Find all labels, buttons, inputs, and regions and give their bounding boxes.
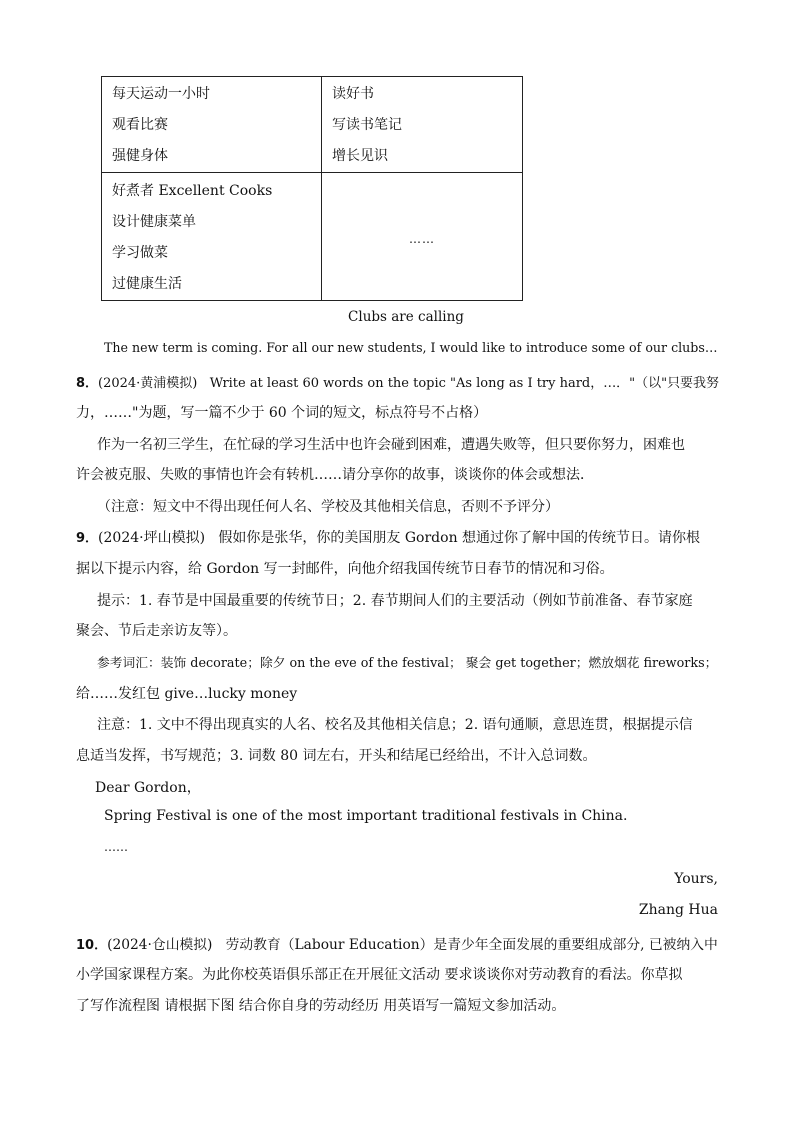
letter-greeting: Dear Gordon， bbox=[95, 780, 201, 796]
question-9-hint: 提示：1. 春节是中国最重要的传统节日；2. 春节期间人们的主要活动（例如节前准备、春节家庭 bbox=[97, 593, 693, 609]
question-9-line: 据以下提示内容，给 Gordon 写一封邮件，向他介绍我国传统节日春节的情况和习俗。 bbox=[76, 561, 614, 577]
question-source: (2024·黄浦模拟) bbox=[98, 376, 198, 391]
cell-text: 读好书 bbox=[332, 86, 374, 102]
question-number: 9． bbox=[76, 531, 99, 546]
question-number: 8． bbox=[76, 376, 99, 391]
question-9-line: 给……发红包 give…lucky money bbox=[76, 686, 298, 702]
cell-text: 过健康生活 bbox=[112, 276, 182, 292]
cell-text: 强健身体 bbox=[112, 148, 168, 164]
question-10-header bbox=[76, 933, 718, 953]
table-row bbox=[102, 77, 523, 173]
table-cell-sports-club bbox=[102, 77, 322, 173]
question-9-notes: 注意：1. 文中不得出现真实的人名、校名及其他相关信息；2. 语句通顺，意思连贯，根据提示信 bbox=[97, 717, 693, 733]
question-number: 10． bbox=[76, 938, 108, 953]
clubs-table bbox=[101, 76, 523, 301]
question-9-header bbox=[76, 527, 700, 547]
question-source: (2024·坪山模拟) bbox=[98, 530, 206, 546]
table-caption: Clubs are calling bbox=[348, 309, 464, 325]
question-text: 劳动教育（Labour Education）是青少年全面发展的重要组成部分, 已被纳入中 bbox=[225, 937, 718, 953]
table-row bbox=[102, 173, 523, 301]
intro-sentence: The new term is coming. For all our new students, I would like to introduce some of our clubs… bbox=[104, 340, 718, 355]
cell-text: 写读书笔记 bbox=[332, 117, 402, 133]
question-10-line: 了写作流程图 请根据下图 结合你自身的劳动经历 用英语写一篇短文参加活动。 bbox=[76, 998, 566, 1014]
letter-opening: Spring Festival is one of the most important traditional festivals in China. bbox=[104, 808, 628, 824]
table-cell-cooking-club bbox=[102, 173, 322, 301]
cell-text: 增长见识 bbox=[332, 148, 388, 164]
question-9-line: 聚会、节后走亲访友等）。 bbox=[76, 623, 237, 639]
question-8-header bbox=[76, 372, 719, 391]
question-8-line: 许会被克服、失败的事情也许会有转机……请分享你的故事，谈谈你的体会或想法． bbox=[76, 467, 594, 483]
letter-ellipsis: …… bbox=[104, 840, 128, 854]
question-8-line: 作为一名初三学生，在忙碌的学习生活中也许会碰到困难，遭遇失败等，但只要你努力，困难也 bbox=[97, 437, 685, 453]
cell-text: 每天运动一小时 bbox=[112, 86, 210, 102]
cell-text: 好煮者 Excellent Cooks bbox=[112, 183, 273, 199]
cell-text: 观看比赛 bbox=[112, 117, 168, 133]
question-8-line: 力，……"为题，写一篇不少于 60 个词的短文，标点符号不占格） bbox=[76, 405, 488, 421]
table-cell-reading-club bbox=[322, 77, 523, 173]
question-text: 假如你是张华，你的美国朋友 Gordon 想通过你了解中国的传统节日。请你根 bbox=[218, 530, 701, 546]
question-9-vocab: 参考词汇：装饰 decorate；除夕 on the eve of the festival； 聚会 get together；燃放烟花 fireworks； bbox=[97, 656, 718, 671]
table-cell-more bbox=[322, 173, 523, 301]
ellipsis-text: …… bbox=[409, 231, 435, 246]
question-8-note: （注意：短文中不得出现任何人名、学校及其他相关信息，否则不予评分） bbox=[97, 499, 559, 515]
question-text: Write at least 60 words on the topic "As long as I try hard，…．"（以"只要我努 bbox=[209, 376, 720, 391]
cell-text: 设计健康菜单 bbox=[112, 214, 196, 230]
question-9-line: 息适当发挥，书写规范；3. 词数 80 词左右，开头和结尾已经给出，不计入总词数。 bbox=[76, 748, 597, 764]
cell-text: 学习做菜 bbox=[112, 245, 168, 261]
letter-signature: Zhang Hua bbox=[638, 902, 718, 918]
letter-closing: Yours, bbox=[674, 871, 718, 887]
question-10-line: 小学国家课程方案。为此你校英语俱乐部正在开展征文活动 要求谈谈你对劳动教育的看法。你草拟 bbox=[76, 967, 683, 983]
question-source: (2024·仓山模拟) bbox=[107, 937, 213, 953]
